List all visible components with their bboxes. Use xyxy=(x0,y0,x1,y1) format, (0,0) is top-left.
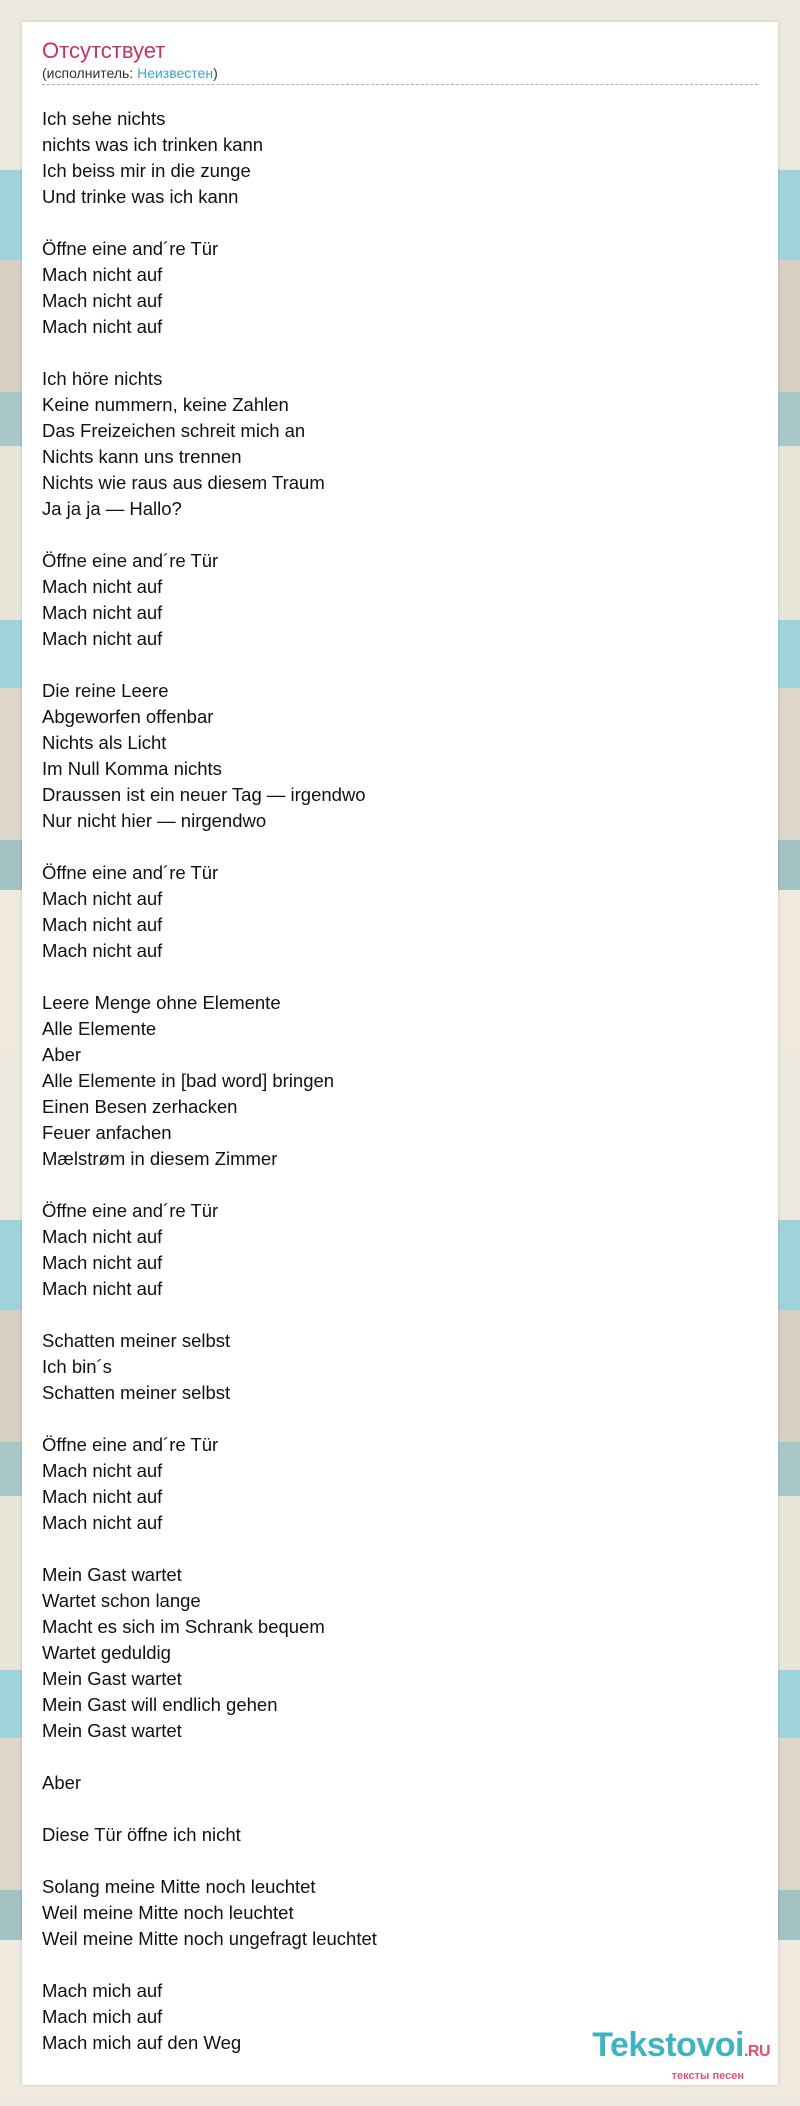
lyric-line: Leere Menge ohne Elemente xyxy=(42,992,281,1013)
lyric-line: Mach mich auf xyxy=(42,2006,163,2027)
stanza-break xyxy=(42,1952,758,1978)
lyric-line: Das Freizeichen schreit mich an xyxy=(42,420,306,441)
lyric-line: Und trinke was ich kann xyxy=(42,186,239,207)
lyric-line: Öffne eine and´re Tür xyxy=(42,1434,219,1455)
lyric-line: Abgeworfen offenbar xyxy=(42,706,214,727)
lyric-line: Mach nicht auf xyxy=(42,1460,163,1481)
site-logo[interactable] xyxy=(560,2026,770,2082)
lyric-line: Aber xyxy=(42,1044,82,1065)
lyric-line: Schatten meiner selbst xyxy=(42,1382,231,1403)
lyric-line: Die reine Leere xyxy=(42,680,169,701)
lyric-line: Mach mich auf xyxy=(42,1980,163,2001)
lyric-line: Mach nicht auf xyxy=(42,316,163,337)
lyric-line: Öffne eine and´re Tür xyxy=(42,550,219,571)
logo-name: Tekstovoi xyxy=(592,2026,744,2064)
lyric-line: Mach nicht auf xyxy=(42,888,163,909)
lyrics-body xyxy=(42,106,758,2056)
lyric-line: Mach nicht auf xyxy=(42,1278,163,1299)
lyric-line: Mein Gast wartet xyxy=(42,1720,182,1741)
lyric-line: Wartet schon lange xyxy=(42,1590,201,1611)
lyric-line: Mælstrøm in diesem Zimmer xyxy=(42,1148,278,1169)
stanza-break xyxy=(42,964,758,990)
lyric-line: Nichts kann uns trennen xyxy=(42,446,242,467)
lyric-line: Mach nicht auf xyxy=(42,628,163,649)
lyric-line: Ja ja ja — Hallo? xyxy=(42,498,182,519)
stanza-break xyxy=(42,1848,758,1874)
lyric-line: Öffne eine and´re Tür xyxy=(42,862,219,883)
lyric-line: Mach nicht auf xyxy=(42,940,163,961)
lyric-line: Mein Gast wartet xyxy=(42,1668,182,1689)
lyric-line: Mach nicht auf xyxy=(42,576,163,597)
logo-subtitle: тексты песен xyxy=(671,2070,744,2082)
lyric-line: Öffne eine and´re Tür xyxy=(42,238,219,259)
lyric-line: Mein Gast will endlich gehen xyxy=(42,1694,278,1715)
lyric-line: Macht es sich im Schrank bequem xyxy=(42,1616,325,1637)
lyric-line: Mach nicht auf xyxy=(42,602,163,623)
lyric-line: Ich sehe nichts xyxy=(42,108,166,129)
stanza-break xyxy=(42,652,758,678)
stanza-break xyxy=(42,210,758,236)
artist-link[interactable]: Неизвестен xyxy=(137,65,214,81)
lyric-line: Im Null Komma nichts xyxy=(42,758,222,779)
lyric-line: Ich bin´s xyxy=(42,1356,112,1377)
lyric-line: Nur nicht hier — nirgendwo xyxy=(42,810,267,831)
stanza-break xyxy=(42,1796,758,1822)
stanza-break xyxy=(42,834,758,860)
lyric-line: Einen Besen zerhacken xyxy=(42,1096,238,1117)
lyric-line: Mach nicht auf xyxy=(42,1486,163,1507)
lyric-line: Alle Elemente xyxy=(42,1018,157,1039)
stanza-break xyxy=(42,522,758,548)
lyric-line: Draussen ist ein neuer Tag — irgendwo xyxy=(42,784,366,805)
lyric-line: Weil meine Mitte noch ungefragt leuchtet xyxy=(42,1928,377,1949)
lyric-line: Mach nicht auf xyxy=(42,290,163,311)
logo-tld: .RU xyxy=(743,2043,770,2060)
lyric-line: Ich höre nichts xyxy=(42,368,163,389)
lyric-line: Keine nummern, keine Zahlen xyxy=(42,394,289,415)
lyric-line: Alle Elemente in [bad word] bringen xyxy=(42,1070,335,1091)
lyric-line: Aber xyxy=(42,1772,82,1793)
lyric-line: Mein Gast wartet xyxy=(42,1564,182,1585)
lyric-line: Solang meine Mitte noch leuchtet xyxy=(42,1876,316,1897)
lyric-line: Mach nicht auf xyxy=(42,1512,163,1533)
lyric-line: Ich beiss mir in die zunge xyxy=(42,160,251,181)
lyrics-card xyxy=(22,22,778,2085)
lyric-line: Schatten meiner selbst xyxy=(42,1330,231,1351)
lyric-line: Wartet geduldig xyxy=(42,1642,171,1663)
lyric-line: Mach nicht auf xyxy=(42,1226,163,1247)
stanza-break xyxy=(42,340,758,366)
artist-suffix: ) xyxy=(213,65,218,81)
lyric-line: Mach nicht auf xyxy=(42,264,163,285)
stanza-break xyxy=(42,1302,758,1328)
stanza-break xyxy=(42,1172,758,1198)
song-header xyxy=(42,38,758,85)
artist-line xyxy=(42,64,758,82)
stanza-break xyxy=(42,1536,758,1562)
lyric-line: Diese Tür öffne ich nicht xyxy=(42,1824,241,1845)
logo-wordmark xyxy=(560,2027,770,2070)
lyric-line: Weil meine Mitte noch leuchtet xyxy=(42,1902,294,1923)
lyric-line: Mach mich auf den Weg xyxy=(42,2032,242,2053)
lyric-line: Feuer anfachen xyxy=(42,1122,172,1143)
lyric-line: Öffne eine and´re Tür xyxy=(42,1200,219,1221)
stanza-break xyxy=(42,1406,758,1432)
song-title: Отсутствует xyxy=(42,38,166,63)
artist-prefix: (исполнитель: xyxy=(42,65,138,81)
lyric-line: Nichts als Licht xyxy=(42,732,167,753)
lyric-line: Mach nicht auf xyxy=(42,1252,163,1273)
stanza-break xyxy=(42,1744,758,1770)
lyric-line: Mach nicht auf xyxy=(42,914,163,935)
lyric-line: Nichts wie raus aus diesem Traum xyxy=(42,472,325,493)
lyric-line: nichts was ich trinken kann xyxy=(42,134,264,155)
